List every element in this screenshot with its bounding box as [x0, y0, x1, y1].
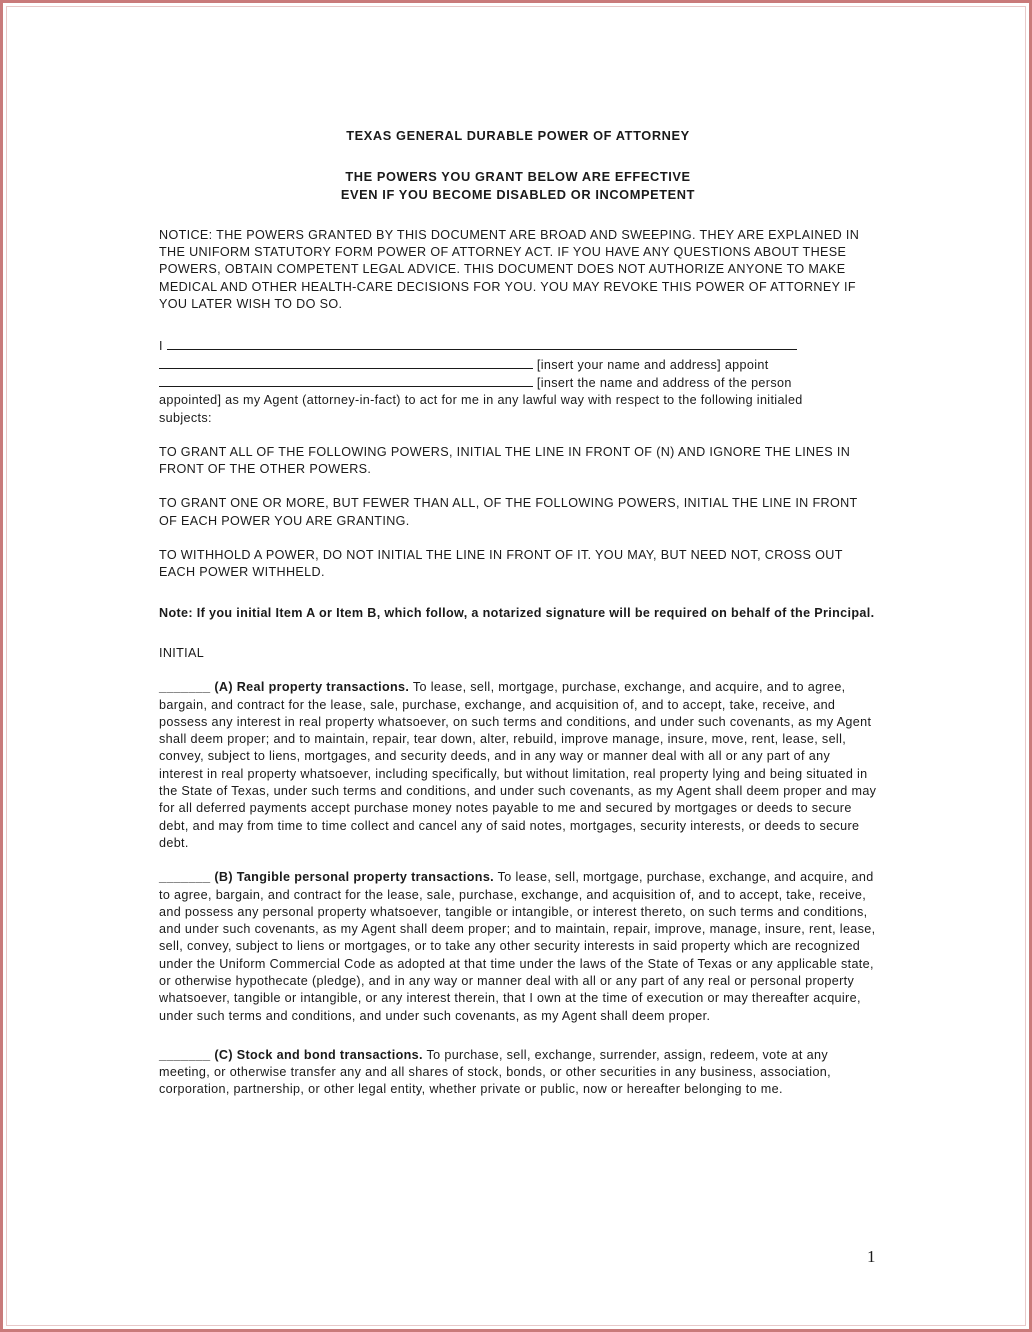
item-b-body: To lease, sell, mortgage, purchase, exchange, and acquire, and to agree, bargain, and contract for the lease, sale, purchase, exchange, and acquisition of, and to accept, take, receive, and possess any personal property whatsoever, tangible or intangible, or interest thereto, on such terms and conditions, and under such covenants, as my Agent shall deem proper; and to maintain, repair, improve, manage, insure, rent, lease, sell, convey, subject to liens or mortgages, or to take any other security interests in said property which are recognized under the Uniform Commercial Code as adopted at that time under the laws of the State of Texas or any applicable state, or otherwise hypothecate (pledge), and in any way or manner deal with all or any part of any real or personal property whatsoever, tangible or intangible, or any interest therein, that I own at the time of execution or may thereafter acquire, under such terms and conditions, and under such covenants, as my Agent shall deem proper. [159, 870, 876, 1023]
notice-paragraph: NOTICE: THE POWERS GRANTED BY THIS DOCUMENT ARE BROAD AND SWEEPING. THEY ARE EXPLAINED IN THE UNIFORM STATUTORY FORM POWER OF ATTORNEY ACT. IF YOU HAVE ANY QUESTIONS ABOUT THESE POWERS, OBTAIN COMPETENT LEGAL ADVICE. THIS DOCUMENT DOES NOT AUTHORIZE ANYONE TO MAKE MEDICAL AND OTHER HEALTH-CARE DECISIONS FOR YOU. YOU MAY REVOKE THIS POWER OF ATTORNEY IF YOU LATER WISH TO DO SO. [159, 227, 860, 312]
i-label: I [159, 339, 163, 354]
item-b-initial-blank[interactable]: _______ [159, 870, 211, 885]
insert-name-text: [insert your name and address] appoint [536, 357, 769, 372]
item-c-initial-blank[interactable]: _______ [159, 1047, 211, 1062]
subtitle-line-1: THE POWERS YOU GRANT BELOW ARE EFFECTIVE [345, 169, 691, 185]
item-c-heading: (C) Stock and bond transactions. [214, 1047, 423, 1062]
power-item-c [159, 1047, 877, 1099]
subtitle-line-2: EVEN IF YOU BECOME DISABLED OR INCOMPETENT [340, 186, 696, 202]
power-item-a [159, 679, 877, 852]
power-item-b [159, 869, 877, 1025]
document-subtitle [159, 168, 877, 203]
instruction-withhold: TO WITHHOLD A POWER, DO NOT INITIAL THE LINE IN FRONT OF IT. YOU MAY, BUT NEED NOT, CROSS OUT EACH POWER WITHHELD. [159, 548, 843, 580]
agent-name-blank[interactable] [159, 374, 533, 387]
note-paragraph: Note: If you initial Item A or Item B, which follow, a notarized signature will be required on behalf of the Principal. [159, 605, 875, 620]
principal-address-blank[interactable] [159, 356, 533, 369]
insert-agent-text: [insert the name and address of the person [536, 375, 792, 390]
principal-name-blank[interactable] [167, 337, 797, 350]
instruction-grant-some: TO GRANT ONE OR MORE, BUT FEWER THAN ALL, OF THE FOLLOWING POWERS, INITIAL THE LINE IN FRONT OF EACH POWER YOU ARE GRANTING. [159, 496, 858, 528]
item-a-initial-blank[interactable]: _______ [159, 680, 211, 695]
instruction-grant-all: TO GRANT ALL OF THE FOLLOWING POWERS, INITIAL THE LINE IN FRONT OF (N) AND IGNORE THE LINES IN FRONT OF THE OTHER POWERS. [159, 444, 851, 477]
appointment-block [159, 337, 877, 426]
page-number: 1 [867, 1247, 876, 1266]
item-a-heading: (A) Real property transactions. [214, 680, 410, 695]
initial-label: INITIAL [159, 645, 205, 660]
document-title: TEXAS GENERAL DURABLE POWER OF ATTORNEY [346, 128, 690, 143]
item-a-body: To lease, sell, mortgage, purchase, exchange, and acquire, and to agree, bargain, and contract for the lease, sale, purchase, exchange, and acquisition of, and to accept, take, receive, and possess any interest in real property whatsoever, on such terms and conditions, and under such covenants, as my Agent shall deem proper; and to maintain, repair, tear down, alter, rebuild, improve manage, insure, move, rent, lease, sell, convey, subject to liens, mortgages, and security deeds, and in any way or manner deal with all or any part of any interest in real property whatsoever, including specifically, but without limitation, real property lying and being situated in the State of Texas, under such terms and conditions, and under such covenants, as my Agent shall deem proper and may for all deferred payments accept purchase money notes payable to me and secured by mortgages or deeds to secure debt, and may from time to time collect and cancel any of said notes, mortgages, security interests, or deeds to secure debt. [159, 680, 877, 850]
item-b-heading: (B) Tangible personal property transactions. [214, 870, 495, 885]
appointment-line-2 [159, 356, 877, 374]
appointment-continuation: appointed] as my Agent (attorney-in-fact) to act for me in any lawful way with respect to the following initialed subjects: [159, 393, 803, 425]
appointment-line-3 [159, 374, 877, 392]
item-c-body: To purchase, sell, exchange, surrender, assign, redeem, vote at any meeting, or otherwise transfer any and all shares of stock, bonds, or other securities in any business, association, corporation, partnership, or other legal entity, whether private or public, now or hereafter belonging to me. [159, 1047, 832, 1097]
document-body [159, 127, 877, 1099]
appointment-line-1 [159, 337, 877, 355]
